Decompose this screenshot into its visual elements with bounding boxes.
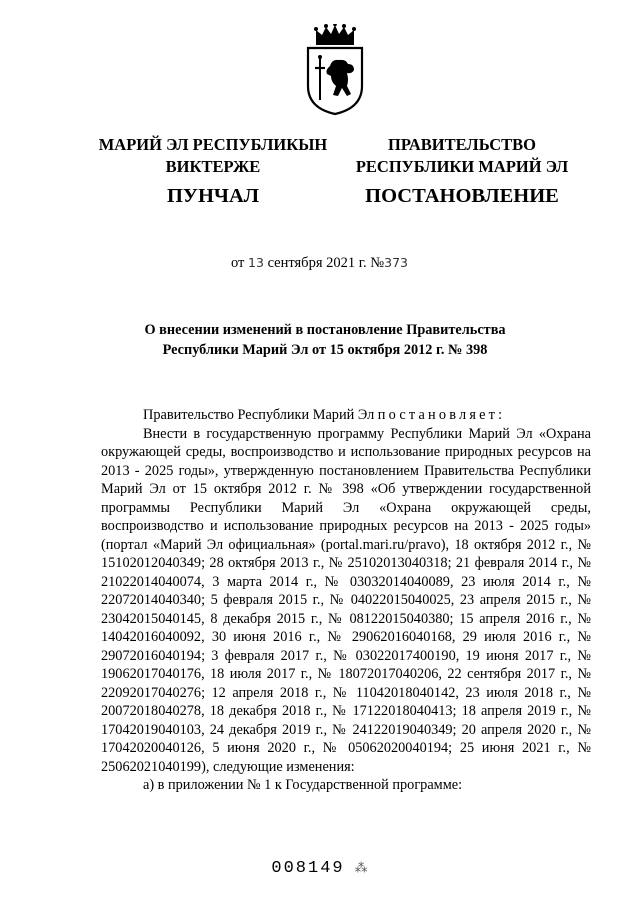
footer-serial xyxy=(0,859,639,878)
date-number: 373 xyxy=(384,255,408,270)
intro-government: Правительство Республики Марий Эл xyxy=(143,407,378,423)
header-right-line2: РЕСПУБЛИКИ МАРИЙ ЭЛ xyxy=(355,157,569,176)
header-right-title: ПОСТАНОВЛЕНИЕ xyxy=(365,185,559,207)
title-line-1: О внесении изменений в постановление Правительства xyxy=(144,322,506,338)
date-day: 13 xyxy=(248,255,264,270)
date-line xyxy=(0,255,639,272)
header-left-line2: ВИКТЕРЖЕ xyxy=(165,157,261,176)
document-title xyxy=(110,320,540,360)
date-prefix: от xyxy=(231,255,245,271)
date-number-prefix: № xyxy=(370,255,385,271)
header-left-line1: МАРИЙ ЭЛ РЕСПУБЛИКЫН xyxy=(98,135,328,154)
title-line-2: Республики Марий Эл от 15 октября 2012 г. № 398 xyxy=(162,342,488,358)
item-a-paragraph: а) в приложении № 1 к Государственной программе: xyxy=(143,777,463,793)
seal-mark-icon: ⁂ xyxy=(354,861,368,876)
intro-verb: постановляет: xyxy=(377,407,506,423)
date-month-year: сентября 2021 г. xyxy=(267,255,367,271)
intro-paragraph xyxy=(101,406,591,425)
serial-number: 008149 xyxy=(271,859,345,878)
header-right-line1: ПРАВИТЕЛЬСТВО xyxy=(388,135,536,154)
document-body xyxy=(101,406,591,795)
crown-icon xyxy=(314,24,356,45)
main-paragraph: Внести в государственную программу Республики Марий Эл «Охрана окружающей среды, воспроизводство и использование природных ресурсов на 2013 - 2025 годы», утвержденную постановлением Правительства Республики Марий Эл от 15 октября 2012 г. № 398 «Об утверждении государственной программы Республики Марий Эл «Охрана окружающей среды, воспроизводство и использование природных ресурсов на 2013 - 2025 годы» (портал «Марий Эл официальная» (portal.mari.ru/pravo), 18 октября 2012 г., № 15102012040349; 28 октября 2013 г., № 25102013040318; 21 февраля 2014 г., № 21022014040074, 3 марта 2014 г., № 03032014040089, 23 июля 2014 г., № 22072014040340; 5 февраля 2015 г., № 04022015040025, 23 апреля 2015 г., № 23042015040145, 8 декабря 2015 г., № 08122015040380; 15 апреля 2016 г., № 14042016040092, 30 июня 2016 г., № 29062016040168, 29 июля 2016 г., № 29072016040194; 3 февраля 2017 г., № 03022017400190, 19 июня 2017 г., № 19062017040176, 18 июля 2017 г., № 18072017040206, 22 сентября 2017 г., № 22092017040276; 12 апреля 2018 г., № 11042018040142, 23 июля 2018 г., № 20072018040278, 18 декабря 2018 г., № 17122018040413; 18 апреля 2019 г., № 17042019040103, 24 декабря 2019 г., № 24122019040349; 20 апреля 2020 г., № 17042020040126, 5 июня 2020 г., № 05062020040194; 25 июня 2021 г., № 25062021040199), следующие изменения: xyxy=(101,425,591,775)
header-left-block xyxy=(88,134,338,207)
coat-of-arms-emblem xyxy=(302,24,368,116)
header-right-block xyxy=(352,134,572,207)
header-left-title: ПУНЧАЛ xyxy=(166,185,260,207)
